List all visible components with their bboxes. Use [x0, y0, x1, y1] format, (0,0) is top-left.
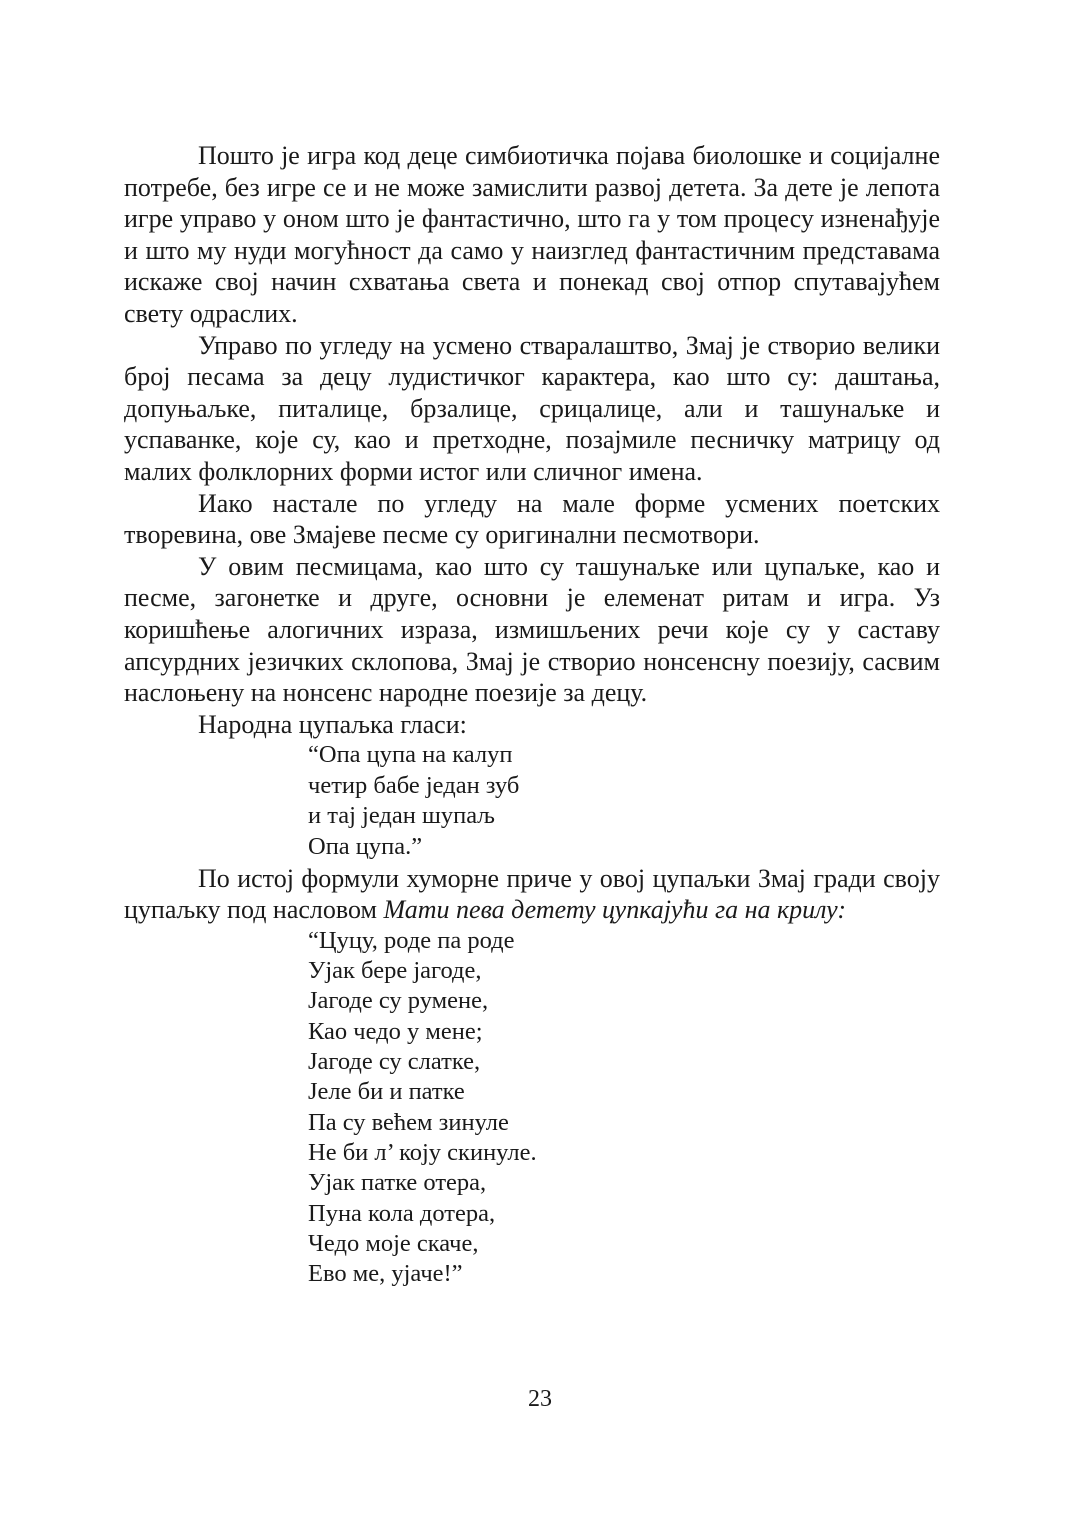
verse-line: Јагоде су слатке, — [308, 1048, 481, 1076]
verse-line: и тај један шупаљ — [308, 802, 495, 830]
paragraph-4: У овим песмицама, као што су ташунаљке или цупаљке, као и песме, загонетке и друге, основни је елеменат ритам и игра. Уз коришћење алогичних израза, измишљених речи које су у саставу апсурдних језичких склопова, Змај је створио нонсенсну поезију, сасвим наслоњену на нонсенс народне поезије за децу. — [124, 551, 940, 708]
verse-line: Јагоде су румене, — [308, 987, 489, 1015]
verse-line: Не би л’ коју скинуле. — [308, 1138, 537, 1166]
verse-line: “Цуцу, роде па роде — [308, 926, 515, 954]
paragraph-5: Народна цупаљка гласи: — [198, 709, 467, 739]
verse-line: Ујак патке отера, — [308, 1169, 487, 1197]
verse-line: “Опа цупа на калуп — [308, 741, 513, 769]
folk-verse-block — [124, 740, 940, 862]
paragraph-1: Пошто је игра код деце симбиотичка појава биолошке и социјалне потребе, без игре се и не може замислити развој детета. За дете је лепота игре управо у оном што је фантастично, што га у том процесу изненађује и што му нуди могућност да само у наизглед фантастичним представама искаже свој начин схватања света и понекад свој отпор спутавајућем свету одраслих. — [124, 141, 940, 328]
verse-line: Пуна кола дотера, — [308, 1199, 496, 1227]
paragraph-2: Управо по угледу на усмено стваралаштво, Змај је створио велики број песама за децу лудистичког карактера, као што су: даштања, допуњаљке, питалице, брзалице, срицалице, али и ташунаљке и успаванке, које су, као и претходне, позајмиле песничку матрицу од малих фолклорних форми истог или сличног имена. — [124, 330, 940, 486]
verse-line: Опа цупа.” — [308, 833, 423, 861]
verse-line: Чедо моје скаче, — [308, 1229, 479, 1257]
verse-line: четир бабе један зуб — [308, 771, 520, 799]
paragraph-3: Иако настале по угледу на мале форме усмених поетских творевина, ове Змајеве песме су оригинални песмотвори. — [124, 488, 940, 550]
page-number: 23 — [528, 1386, 552, 1412]
paragraph-6-text: По истој формули хуморне приче у овој цупаљки Змај гради своју цупаљку под насловом — [124, 863, 940, 925]
verse-line: Ево ме, ујаче!” — [308, 1260, 463, 1288]
verse-line: Па су већем зинуле — [308, 1108, 509, 1136]
paragraph-6 — [124, 863, 940, 926]
zmaj-verse-block — [124, 926, 940, 1290]
verse-line: Ујак бере јагоде, — [308, 957, 482, 985]
verse-line: Као чедо у мене; — [308, 1017, 483, 1045]
poem-title: Мати пева детету цупкајући га на крилу: — [383, 895, 847, 925]
verse-line: Јеле би и патке — [308, 1078, 465, 1106]
